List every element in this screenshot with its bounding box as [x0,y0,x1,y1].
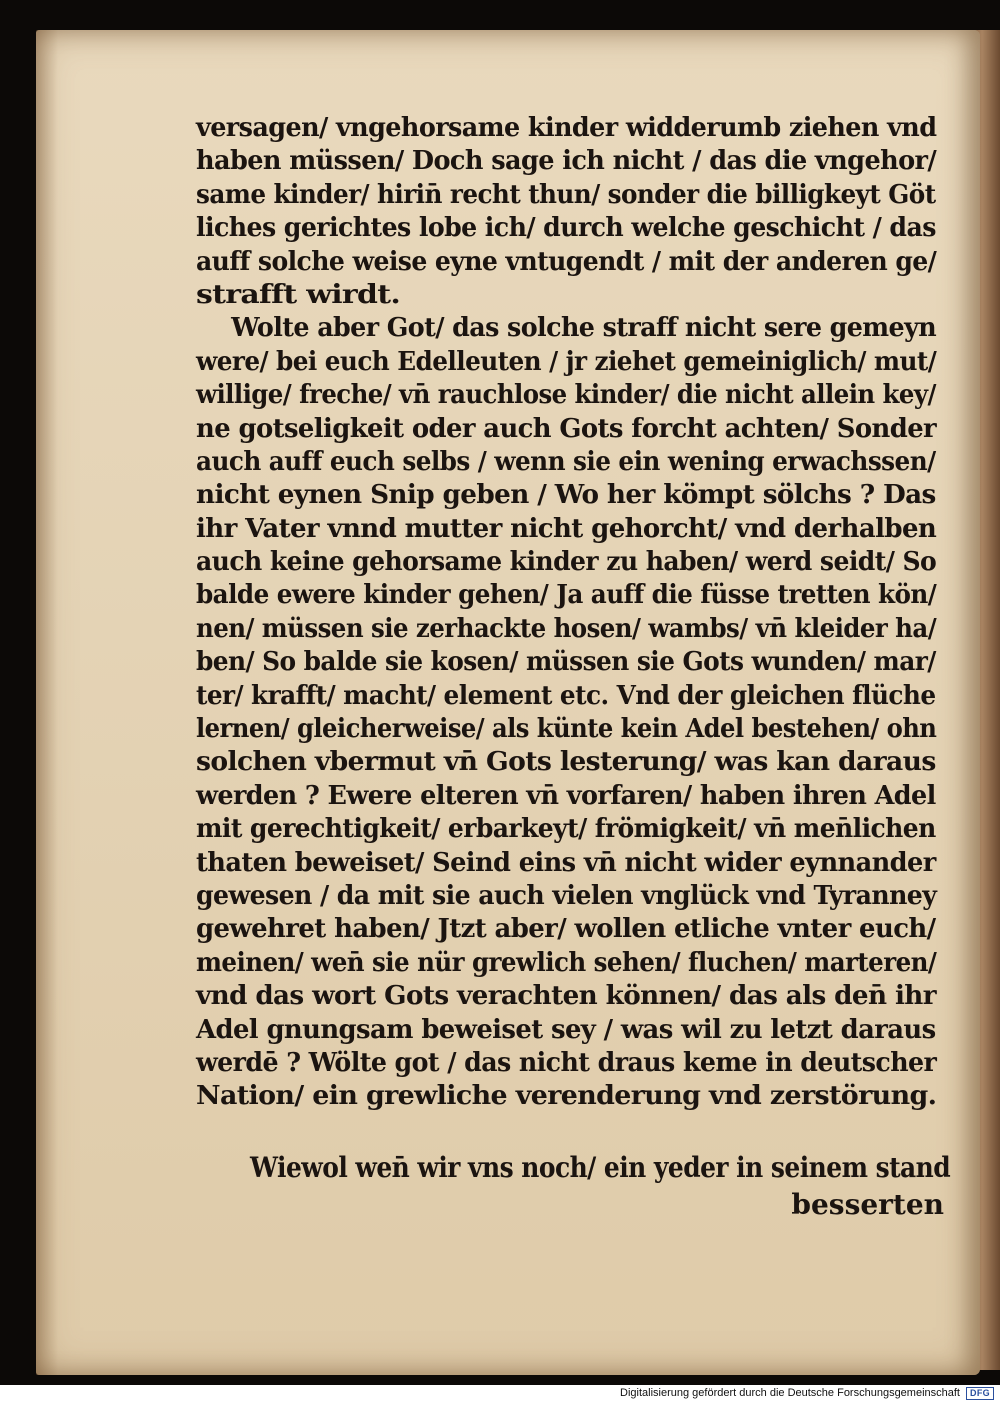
text-line: werden ? Ewere elteren vn̄ vorfaren/ haben ihren Adel [196,780,936,811]
text-line: auch auff euch selbs / wenn sie ein wening erwachssen/ [196,446,936,477]
footer-bar [0,1385,1000,1403]
body-text [196,112,944,1114]
text-line: Nation/ ein grewliche verenderung vnd zerstörung. [196,1081,937,1112]
text-line: auff solche weise eyne vntugendt / mit der anderen ge/ [196,246,937,277]
text-line: liches gerichtes lobe ich/ durch welche geschicht / das [196,213,936,244]
text-line: vnd das wort Gots verachten können/ das als den̄ ihr [196,981,936,1012]
text-line: lernen/ gleicherweise/ als künte kein Adel bestehen/ ohn [196,714,937,745]
closing-paragraph [250,1150,950,1186]
catchword: besserten [791,1188,944,1221]
dfg-logo-icon: DFG [966,1387,994,1400]
text-line: haben müssen/ Doch sage ich nicht / das die vngehor/ [196,146,937,177]
text-line: thaten beweiset/ Seind eins vn̄ nicht wider eynnander [196,847,936,878]
text-line: nicht eynen Snip geben / Wo her kömpt sölchs ? Das [196,480,936,511]
closing-line: Wiewol wen̄ wir vns noch/ ein yeder in seinem stand [250,1151,951,1184]
text-line: auch keine gehorsame kinder zu haben/ werd seidt/ So [196,547,937,578]
text-line: nen/ müssen sie zerhackte hosen/ wambs/ vn̄ kleider ha/ [196,613,937,644]
text-line: werdē ? Wölte got / das nicht draus keme in deutscher [196,1047,937,1078]
footer-credit: Digitalisierung gefördert durch die Deutsche Forschungsgemeinschaft [620,1387,960,1399]
text-line: versagen/ vngehorsame kinder widderumb ziehen vnd [196,113,937,143]
text-line: Adel gnungsam beweiset sey / was wil zu letzt daraus [196,1014,936,1045]
text-line: ne gotseligkeit oder auch Gots forcht achten/ Sonder [196,413,937,444]
text-line: gewesen / da mit sie auch vielen vnglück vnd Tyranney [196,880,937,911]
text-line: solchen vbermut vn̄ Gots lesterung/ was kan daraus [196,747,936,778]
text-line: gewehret haben/ Jtzt aber/ wollen etliche vnter euch/ [196,914,936,945]
text-line: meinen/ wen̄ sie nür grewlich sehen/ fluchen/ marteren/ [196,947,937,978]
page-gutter-shadow [36,30,58,1375]
text-line: ter/ krafft/ macht/ element etc. Vnd der gleichen flüche [196,680,936,711]
text-line: ben/ So balde sie kosen/ müssen sie Gots wunden/ mar/ [196,647,936,678]
text-line: balde ewere kinder gehen/ Ja auff die füsse tretten kön/ [196,580,937,611]
text-line: ihr Vater vnnd mutter nicht gehorcht/ vnd derhalben [196,513,937,544]
text-line: willige/ freche/ vn̄ rauchlose kinder/ die nicht allein key/ [196,380,936,411]
text-line: were/ bei euch Edelleuten / jr ziehet gemeiniglich/ mut/ [196,346,937,377]
text-line: Wolte aber Got/ das solche straff nicht sere gemeyn [231,313,937,344]
text-line: strafft wirdt. [196,279,401,310]
text-line: mit gerechtigkeit/ erbarkeyt/ frömigkeit/ vn̄ men̄lichen [196,814,936,845]
text-line: same kinder/ hirin̄ recht thun/ sonder die billigkeyt Göt [196,179,936,210]
